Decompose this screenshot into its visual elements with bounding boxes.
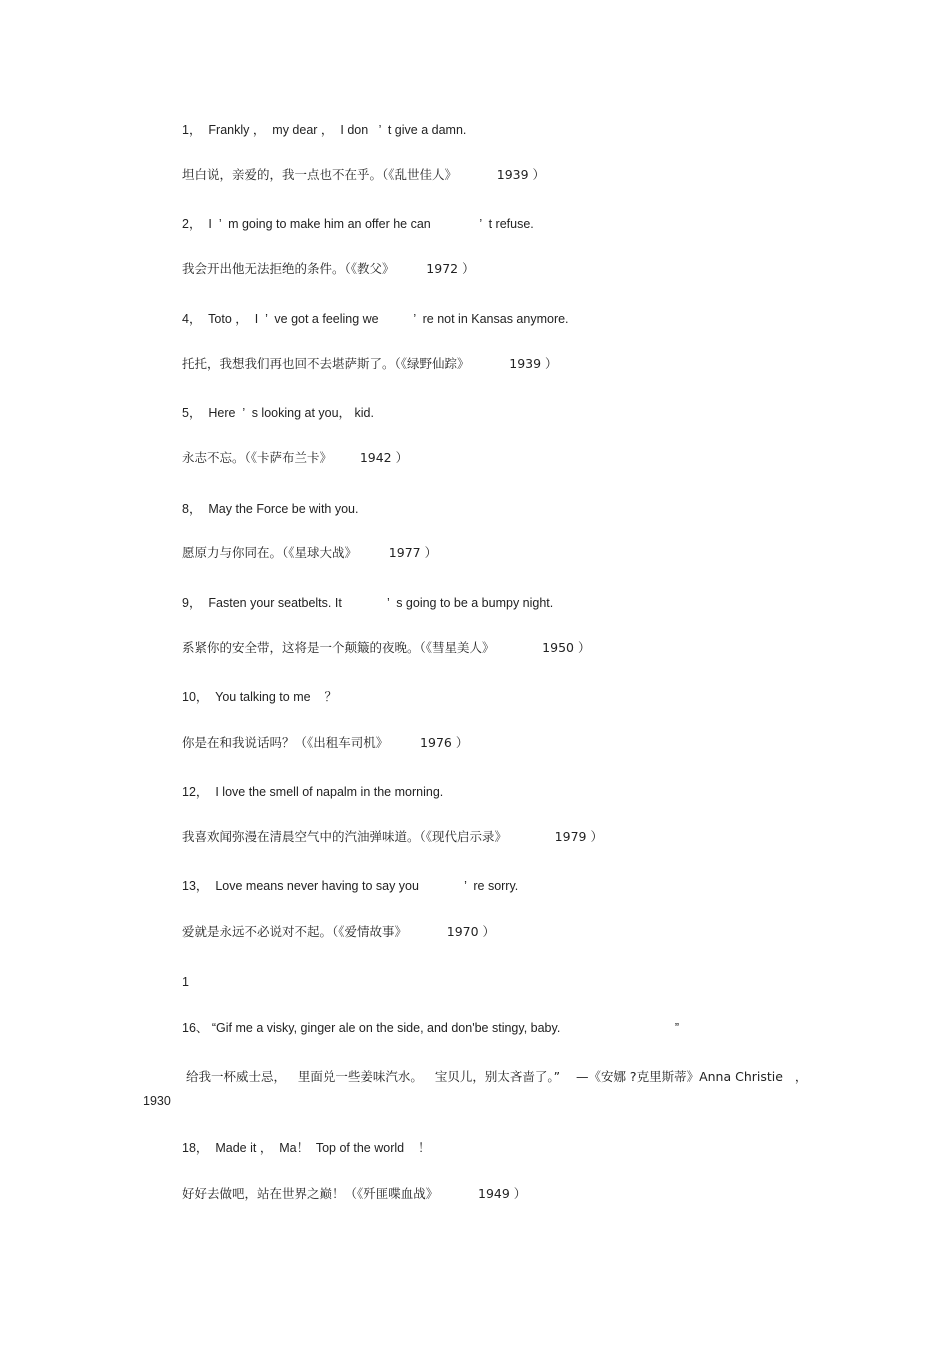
quote-10-english: 10， You talking to me ？ [182,690,337,704]
quote-12-chinese: 我喜欢闻弥漫在清晨空气中的汽油弹味道。（《现代启示录》 1979 ） [182,829,603,844]
quote-4-english: 4， Toto ， I ’ ve got a feeling we ’ re not in Kansas anymore. [182,312,569,326]
quote-8-chinese: 愿原力与你同在。（《星球大战》 1977 ） [182,545,438,560]
quote-13-english: 13， Love means never having to say you ’ re sorry. [182,879,519,893]
quote-5-chinese: 永志不忘。（《卡萨布兰卡》 1942 ） [182,450,409,465]
quote-12-english: 12， I love the smell of napalm in the morning. [182,785,444,799]
quote-8-english: 8， May the Force be with you. [182,502,359,516]
quote-2-english: 2， I ’ m going to make him an offer he can ’ t refuse. [182,217,534,231]
quote-10-chinese: 你是在和我说话吗？（《出租车司机》 1976 ） [182,735,469,750]
quote-5-english: 5， Here ’ s looking at you， kid. [182,406,374,420]
quote-1-chinese: 坦白说，亲爱的，我一点也不在乎。（《乱世佳人》 1939 ） [182,167,546,182]
page-number: 1 [182,975,189,989]
quote-16-year: 1930 [143,1094,171,1108]
quote-13-chinese: 爱就是永远不必说对不起。（《爱情故事》 1970 ） [182,924,496,939]
quote-18-chinese: 好好去做吧，站在世界之巅！（《歼匪喋血战》 1949 ） [182,1186,527,1201]
quote-9-english: 9， Fasten your seatbelts. It ’ s going to be a bumpy night. [182,596,554,610]
quote-4-chinese: 托托，我想我们再也回不去堪萨斯了。（《绿野仙踪》 1939 ） [182,356,558,371]
quote-16-chinese: 给我一杯威士忌， 里面兑一些姜味汽水。 宝贝儿，别太吝啬了。” —《安娜 ?克里斯蒂》Anna Christie ， [186,1069,808,1084]
quote-1-english: 1， Frankly ， my dear ， I don ’ t give a damn. [182,123,467,137]
quote-9-chinese: 系紧你的安全带，这将是一个颠簸的夜晚。（《彗星美人》 1950 ） [182,640,591,655]
quote-2-chinese: 我会开出他无法拒绝的条件。（《教父》 1972 ） [182,261,475,276]
quote-16-english: 16、 “Gif me a visky, ginger ale on the side, and don'be stingy, baby. ” [182,1021,680,1035]
quote-18-english: 18， Made it ， Ma！ Top of the world ！ [182,1141,431,1155]
